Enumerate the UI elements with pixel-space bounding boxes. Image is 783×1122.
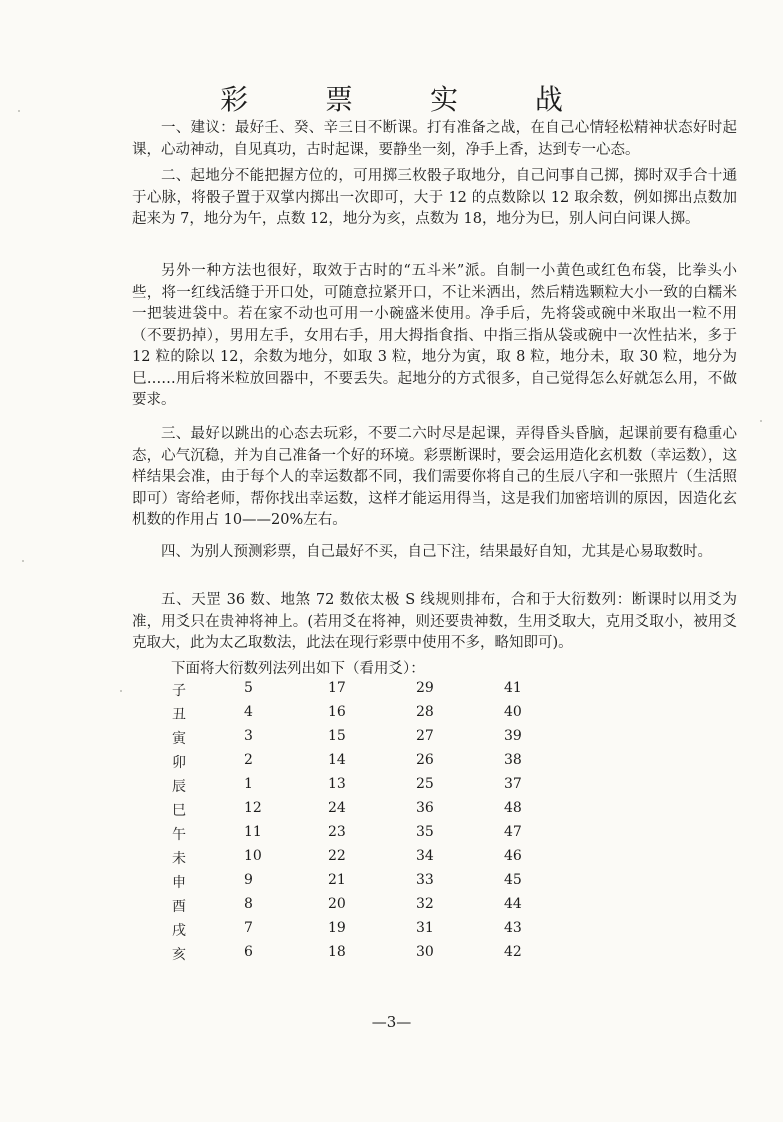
- number-cell: 32: [416, 896, 434, 912]
- number-cell: 14: [328, 752, 346, 768]
- number-cell: 35: [416, 824, 434, 840]
- paragraph-1: 一、建议：最好壬、癸、辛三日不断课。打有准备之战，在自己心情轻松精神状态好时起课，心动神动，自见真功，古时起课，要静坐一刻，净手上香，达到专一心态。: [132, 120, 737, 158]
- branch-cell: 亥: [172, 947, 186, 963]
- number-cell: 9: [244, 872, 253, 888]
- number-cell: 48: [504, 800, 522, 816]
- table-row: [172, 776, 552, 798]
- table-row: [172, 752, 552, 774]
- branch-cell: 未: [172, 851, 186, 867]
- table-row: [172, 872, 552, 894]
- number-cell: 27: [416, 728, 434, 744]
- number-cell: 1: [244, 776, 253, 792]
- number-cell: 41: [504, 680, 522, 696]
- number-cell: 36: [416, 800, 434, 816]
- branch-cell: 丑: [172, 707, 186, 723]
- number-cell: 25: [416, 776, 434, 792]
- number-cell: 34: [416, 848, 434, 864]
- number-cell: 47: [504, 824, 522, 840]
- number-cell: 18: [328, 944, 346, 960]
- table-row: [172, 800, 552, 822]
- number-cell: 24: [328, 800, 346, 816]
- table-intro: 下面将大衍数列法列出如下（看用爻）：: [171, 661, 425, 677]
- table-row: [172, 824, 552, 846]
- number-cell: 7: [244, 920, 253, 936]
- branch-cell: 戌: [172, 923, 186, 939]
- number-cell: 33: [416, 872, 434, 888]
- branch-cell: 寅: [172, 731, 186, 747]
- number-cell: 40: [504, 704, 522, 720]
- branch-cell: 辰: [172, 779, 186, 795]
- number-cell: 45: [504, 872, 522, 888]
- number-cell: 30: [416, 944, 434, 960]
- number-cell: 10: [244, 848, 262, 864]
- number-cell: 26: [416, 752, 434, 768]
- number-cell: 5: [244, 680, 253, 696]
- branch-cell: 子: [172, 683, 186, 699]
- branch-cell: 卯: [172, 755, 186, 771]
- number-cell: 16: [328, 704, 346, 720]
- number-cell: 37: [504, 776, 522, 792]
- number-cell: 43: [504, 920, 522, 936]
- number-cell: 20: [328, 896, 346, 912]
- table-row: [172, 896, 552, 918]
- table-row: [172, 704, 552, 726]
- number-cell: 23: [328, 824, 346, 840]
- table-row: [172, 848, 552, 870]
- number-cell: 39: [504, 728, 522, 744]
- number-cell: 12: [244, 800, 262, 816]
- paragraph-6: 五、天罡 36 数、地煞 72 数依太极 S 线规则排布，合和于大衍数列：断课时以用爻为准，用爻只在贵神将神上。(若用爻在将神，则还要贵神数，生用爻取大，克用爻取小，被用爻克取大，此为太乙取数法，此法在现行彩票中使用不多，略知即可)。: [132, 592, 737, 651]
- number-cell: 28: [416, 704, 434, 720]
- number-cell: 13: [328, 776, 346, 792]
- branch-cell: 申: [172, 875, 186, 891]
- number-cell: 2: [244, 752, 253, 768]
- number-cell: 8: [244, 896, 253, 912]
- number-cell: 44: [504, 896, 522, 912]
- table-row: [172, 728, 552, 750]
- branch-cell: 午: [172, 827, 186, 843]
- paragraph-2: 二、起地分不能把握方位的，可用掷三枚骰子取地分，自己问事自己掷，掷时双手合十通于心脉，将骰子置于双掌内掷出一次即可，大于 12 的点数除以 12 取余数，例如掷出点数加起来为 7，地分为午，点数 12，地分为亥，点数为 18，地分为巳，别人问白问课人掷。: [132, 168, 737, 227]
- branch-cell: 酉: [172, 899, 186, 915]
- table-row: [172, 944, 552, 966]
- number-cell: 4: [244, 704, 253, 720]
- number-cell: 42: [504, 944, 522, 960]
- number-cell: 6: [244, 944, 253, 960]
- page-title: 彩 票 实 战: [220, 83, 597, 116]
- number-cell: 17: [328, 680, 346, 696]
- paragraph-3: 另外一种方法也很好，取效于古时的“五斗米”派。自制一小黄色或红色布袋，比拳头小些，将一红线活缝于开口处，可随意拉紧开口，不让米洒出，然后精选颗粒大小一致的白糯米一把装进袋中。若在家不动也可用一小碗盛米使用。净手后，先将袋或碗中米取出一粒不用（不要扔掉），男用左手，女用右手，用大拇指食指、中指三指从袋或碗中一次性拈米，多于 12 粒的除以 12，余数为地分，如取 3 粒，地分为寅，取 8 粒，地分未，取 30 粒，地分为巳……用后将米粒放回器中，不要丢失。起地分的方式很多，自己觉得怎么好就怎么用，不做要求。: [132, 263, 737, 408]
- number-cell: 15: [328, 728, 346, 744]
- number-cell: 22: [328, 848, 346, 864]
- table-row: [172, 680, 552, 702]
- scan-speck: [760, 420, 762, 422]
- number-cell: 3: [244, 728, 253, 744]
- paragraph-5: 四、为别人预测彩票，自己最好不买，自己下注，结果最好自知，尤其是心易取数时。: [161, 544, 712, 560]
- paragraph-4: 三、最好以跳出的心态去玩彩，不要二六时尽是起课，弄得昏头昏脑，起课前要有稳重心态，心气沉稳，并为自己准备一个好的环境。彩票断课时，要会运用造化玄机数（幸运数），这样结果会准，由于每个人的幸运数都不同，我们需要你将自己的生辰八字和一张照片（生活照即可）寄给老师，帮你找出幸运数，这样才能运用得当，这是我们加密培训的原因，因造化玄机数的作用占 10——20%左右。: [132, 426, 737, 528]
- scan-speck: [18, 110, 20, 112]
- number-cell: 38: [504, 752, 522, 768]
- number-cell: 29: [416, 680, 434, 696]
- branch-cell: 巳: [172, 803, 186, 819]
- number-cell: 19: [328, 920, 346, 936]
- number-cell: 46: [504, 848, 522, 864]
- scan-speck: [120, 690, 122, 692]
- table-row: [172, 920, 552, 942]
- scan-speck: [22, 560, 24, 562]
- number-cell: 21: [328, 872, 346, 888]
- number-cell: 11: [244, 824, 262, 840]
- page-number: —3—: [371, 1013, 412, 1031]
- number-cell: 31: [416, 920, 434, 936]
